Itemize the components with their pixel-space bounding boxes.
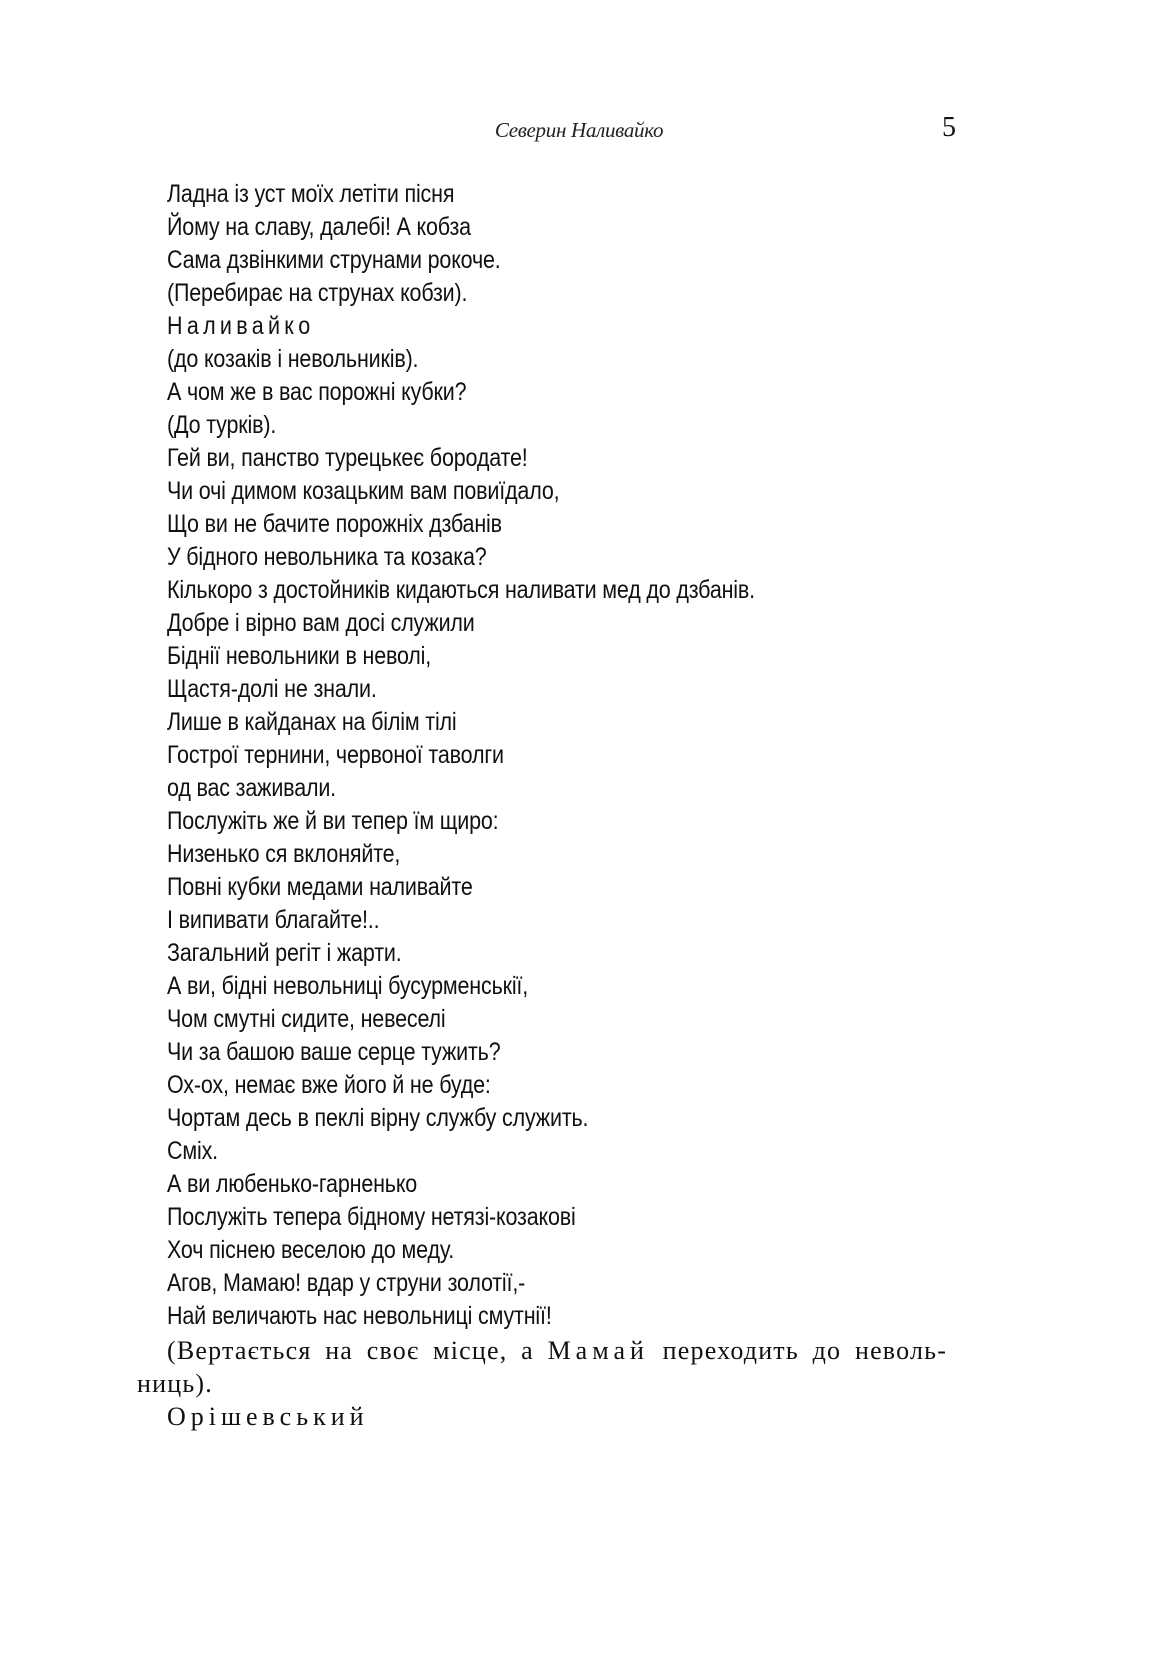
- verse-line: Чом смутні сидите, невеселі: [167, 1005, 446, 1033]
- verse-line: Низенько ся вклоняйте,: [167, 840, 401, 868]
- speaker-name: Наливайко: [167, 312, 315, 340]
- speaker-name-inline: Мамай: [547, 1336, 649, 1365]
- verse-line: Хоч піснею веселою до меду.: [167, 1236, 455, 1264]
- running-title: Северин Наливайко: [494, 118, 664, 142]
- stage-direction: Кількоро з достойників кидаються наливати мед до дзбанів.: [167, 576, 755, 604]
- stage-direction: (до козаків і невольників).: [167, 345, 419, 373]
- verse-line: Гей ви, панство турецькеє бородате!: [167, 444, 528, 472]
- verse-line: Чи очі димом козацьким вам повиїдало,: [167, 477, 560, 505]
- verse-line: У бідного невольника та козака?: [167, 543, 487, 571]
- verse-line: Ох-ох, немає вже його й не буде:: [167, 1071, 491, 1099]
- verse-line: Послужіть же й ви тепер їм щиро:: [167, 807, 499, 835]
- verse-line: Лише в кайданах на білім тілі: [167, 708, 457, 736]
- verse-line: од вас заживали.: [167, 774, 336, 802]
- verse-line: А чом же в вас порожні кубки?: [167, 378, 467, 406]
- stage-direction-continuation: ниць).: [137, 1369, 213, 1398]
- verse-line: Агов, Мамаю! вдар у струни золотії,-: [167, 1269, 526, 1297]
- verse-line: А ви, бідні невольниці бусурменськії,: [167, 972, 529, 1000]
- verse-line: Послужіть тепера бідному нетязі-козакові: [167, 1203, 576, 1231]
- verse-line: Най величають нас невольниці смутнії!: [167, 1302, 552, 1330]
- verse-line: Чортам десь в пеклі вірну службу служить.: [167, 1104, 589, 1132]
- verse-line: Добре і вірно вам досі служили: [167, 609, 475, 637]
- verse-line: Щастя-долі не знали.: [167, 675, 377, 703]
- stage-direction: Загальний регіт і жарти.: [167, 939, 402, 967]
- verse-line: Чи за башою ваше серце тужить?: [167, 1038, 501, 1066]
- stage-direction-text: переходить до неволь-: [648, 1336, 948, 1365]
- verse-line: Ладна із уст моїх летіти пісня: [167, 180, 455, 208]
- verse-line: Що ви не бачите порожніх дзбанів: [167, 510, 502, 538]
- stage-direction: (Перебирає на струнах кобзи).: [167, 279, 468, 307]
- verse-line: Біднії невольники в неволі,: [167, 642, 432, 670]
- stage-direction-text: (Вертається на своє місце, а: [167, 1336, 548, 1365]
- verse-line: І випивати благайте!..: [167, 906, 380, 934]
- speaker-name: Орішевський: [167, 1402, 369, 1431]
- verse-line: Повні кубки медами наливайте: [167, 873, 473, 901]
- page-number: 5: [942, 112, 956, 143]
- verse-line: Сама дзвінкими струнами рокоче.: [167, 246, 501, 274]
- stage-direction: Сміх.: [167, 1137, 218, 1165]
- verse-line: Йому на славу, далебі! А кобза: [167, 213, 471, 241]
- stage-direction: [167, 1336, 947, 1369]
- verse-line: Гострої тернини, червоної таволги: [167, 741, 504, 769]
- verse-line: А ви любенько-гарненько: [167, 1170, 418, 1198]
- stage-direction: (До турків).: [167, 411, 277, 439]
